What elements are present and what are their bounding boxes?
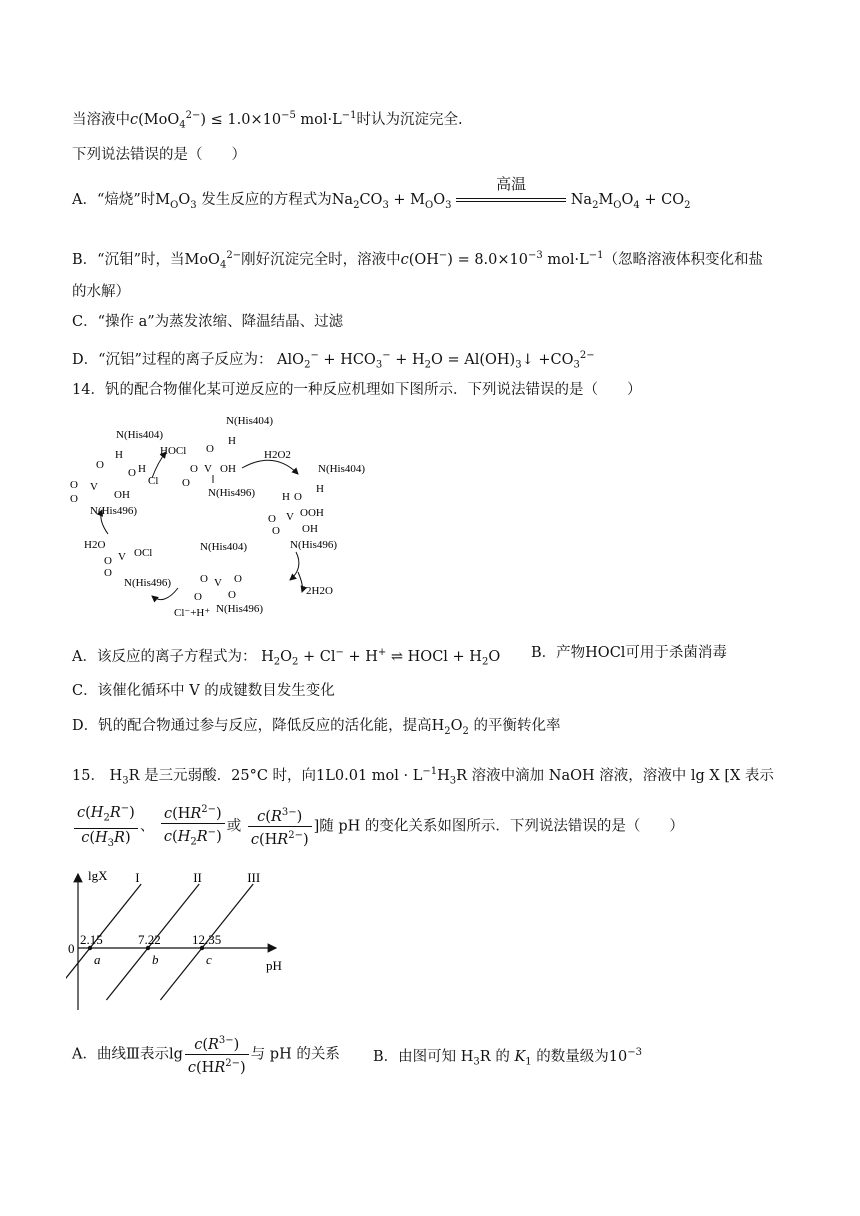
q13-stem: 下列说法错误的是（ ）: [72, 147, 246, 163]
series-label-II: II: [193, 870, 202, 885]
svg-text:V: V: [204, 463, 212, 475]
svg-text:O: O: [272, 525, 280, 537]
svg-text:V: V: [286, 511, 294, 523]
his496-label: N(His496): [208, 487, 256, 499]
svg-text:O: O: [96, 459, 104, 471]
svg-text:H: H: [316, 483, 324, 495]
q13-option-b-cont: 的水解）: [72, 284, 130, 300]
catalytic-cycle-diagram: [68, 410, 378, 620]
q14-option-d: D．钒的配合物通过参与反应，降低反应的活化能，提高$H_2O_2$ 的平衡转化率: [72, 718, 561, 737]
svg-text:O: O: [70, 493, 78, 505]
q13-option-a: A．“焙烧”时$M_OO_3$ 发生反应的方程式为$Na_2CO_3 + M_OO_3$ 高温 $Na_2M_OO_4 + CO_2$: [72, 175, 691, 211]
intercept-label-c: 12.35: [192, 932, 222, 947]
his404-label: N(His404): [226, 415, 274, 427]
two-h2o-label: 2H2O: [306, 585, 333, 597]
q14-stem: 14．钒的配合物催化某可逆反应的一种反应机理如下图所示．下列说法错误的是（ ）: [72, 382, 642, 398]
svg-text:H: H: [115, 449, 123, 461]
point-label-a: a: [94, 952, 101, 967]
svg-text:O: O: [206, 443, 214, 455]
y-axis-label: lgX: [88, 868, 108, 883]
svg-text:O: O: [268, 513, 276, 525]
q14-option-c: C．该催化循环中 V 的成键数目发生变化: [72, 683, 335, 699]
q13-option-b: B．“沉钼”时，当MoO$_4^{2-}$刚好沉淀完全时，溶液中$c(OH^-) = 8.0\times 10^{-3}$ $mol\cdot L^{-1}$（忽略溶液体积变化和盐: [72, 250, 763, 271]
svg-text:OCl: OCl: [134, 547, 153, 559]
q15-option-a: A．曲线Ⅲ表示lg $\frac{c(R^{3-})}{c(HR^{2-})}$ 与 pH 的关系: [72, 1032, 340, 1077]
svg-text:OH: OH: [220, 463, 236, 475]
q15-stem-fractions: $\frac{c(H_2R^-)}{c(H_3R)}$ 、 $\frac{c(HR^{2-})}{c(H_2R^-)}$ 或 $\frac{c(R^{3-})}{c(HR^{2-})}$ ]随 pH 的变化关系如图所示．下列说法错误的是（ ）: [72, 800, 684, 853]
cl-h-label: Cl⁻+H⁺: [174, 607, 211, 619]
svg-text:Cl: Cl: [148, 475, 159, 487]
svg-text:N(His496): N(His496): [90, 505, 138, 517]
point-label-c: c: [206, 952, 212, 967]
series-label-III: III: [247, 870, 261, 885]
svg-text:N(His496): N(His496): [124, 577, 172, 589]
series-label-I: I: [135, 870, 140, 885]
h2o2-label: H2O2: [264, 449, 291, 461]
svg-text:OOH: OOH: [300, 507, 324, 519]
svg-text:O: O: [234, 573, 242, 585]
intercept-label-b: 7.22: [138, 932, 161, 947]
q14-option-b: B．产物HOCl可用于杀菌消毒: [531, 645, 727, 661]
q13-intro: 当溶液中$c(MoO_4^{2-}) \le 1.0\times 10^{-5}$ $mol\cdot L^{-1}$时认为沉淀完全.: [72, 110, 463, 131]
svg-text:O: O: [104, 567, 112, 579]
svg-text:O: O: [182, 477, 190, 489]
origin-label: 0: [68, 941, 75, 956]
x-axis-label: pH: [266, 958, 282, 973]
svg-text:V: V: [118, 551, 126, 563]
series-line-I: [66, 884, 141, 1000]
svg-text:N(His404): N(His404): [318, 463, 366, 475]
svg-text:O: O: [128, 467, 136, 479]
q15-stem: 15． $H_3R$ 是三元弱酸．25°C 时，向1L0.01 mol · $L^{-1}H_3R$ 溶液中滴加 NaOH 溶液，溶液中 lg X [X 表示: [72, 766, 774, 787]
q14-option-a: A．该反应的离子方程式为： $H_2O_2 + Cl^- + H^+$ ⇌ HOCl + $H_2O$: [72, 647, 501, 668]
hocl-label: HOCl: [160, 445, 187, 457]
h2o-label: H2O: [84, 539, 106, 551]
svg-text:OH: OH: [114, 489, 130, 501]
svg-text:O: O: [228, 589, 236, 601]
svg-text:V: V: [214, 577, 222, 589]
reaction-arrow-condition: 高温: [456, 190, 566, 210]
intercept-label-a: 2.15: [80, 932, 103, 947]
svg-text:O: O: [190, 463, 198, 475]
svg-text:N(His496): N(His496): [216, 603, 264, 615]
svg-text:N(His404): N(His404): [116, 429, 164, 441]
svg-text:O: O: [294, 491, 302, 503]
svg-text:V: V: [90, 481, 98, 493]
q15-option-b: B．由图可知 $H_3R$ 的 $K_1$ 的数量级为$10^{-3}$: [373, 1047, 642, 1068]
point-label-b: b: [152, 952, 159, 967]
svg-text:OH: OH: [302, 523, 318, 535]
lgx-ph-chart: [66, 866, 306, 1016]
svg-text:O: O: [194, 591, 202, 603]
svg-text:H: H: [282, 491, 290, 503]
svg-text:O: O: [200, 573, 208, 585]
q13-option-c: C．“操作 a”为蒸发浓缩、降温结晶、过滤: [72, 314, 344, 330]
svg-text:H: H: [228, 435, 236, 447]
svg-text:H: H: [138, 463, 146, 475]
svg-text:O: O: [104, 555, 112, 567]
his404-center-label: N(His404): [200, 541, 248, 553]
svg-text:N(His496): N(His496): [290, 539, 338, 551]
q13-option-d: D．“沉铝”过程的离子反应为： $AlO_2^- + HCO_3^- + H_2O$ = $Al(OH)_3↓ +CO_3^{2-}$: [72, 350, 595, 371]
svg-text:O: O: [70, 479, 78, 491]
